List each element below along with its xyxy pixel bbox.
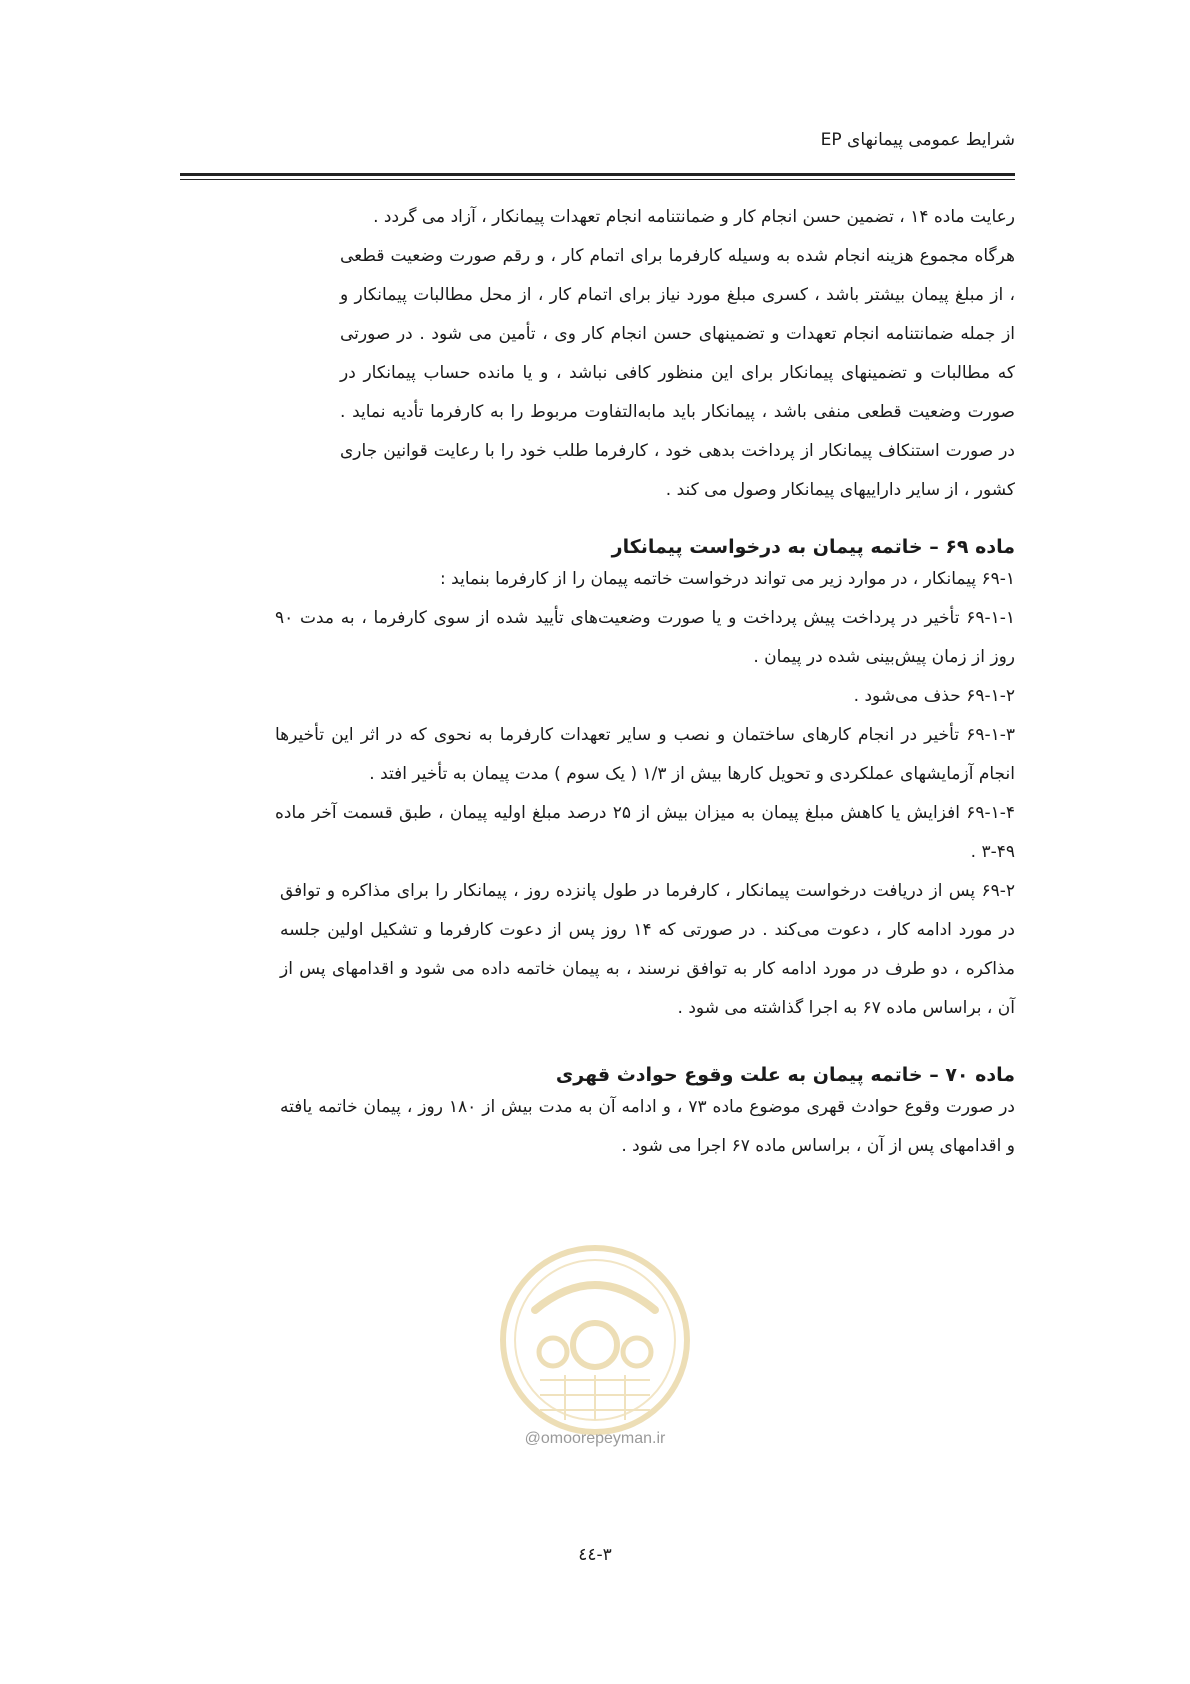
article-70-heading: ماده ۷۰ – خاتمه پیمان به علت وقوع حوادث قهری	[555, 1064, 1015, 1086]
header-rule-thick	[180, 173, 1015, 176]
article-69-item-1-2: ۶۹-۱-۲ حذف می‌شود .	[853, 686, 1015, 706]
article-70-text: در صورت وقوع حوادث قهری موضوع ماده ۷۳ ، و ادامه آن به مدت بیش از ۱۸۰ روز ، پیمان خاتمه یافته و اقدامهای پس از آن ، براساس ماده ۶۷ اجرا می شود .	[280, 1097, 1015, 1156]
intro-paragraph-1: رعایت ماده ۱۴ ، تضمین حسن انجام کار و ضمانتنامه انجام تعهدات پیمانکار ، آزاد می گردد .	[373, 207, 1015, 227]
page-header-title: شرایط عمومی پیمانهای EP	[820, 130, 1015, 150]
document-body	[180, 198, 1015, 1166]
article-69-item-1: ۶۹-۱ پیمانکار ، در موارد زیر می تواند درخواست خاتمه پیمان را از کارفرما بنماید :	[440, 569, 1015, 589]
page-number: ۳-٤٤	[578, 1545, 612, 1565]
article-69-item-2: ۶۹-۲ پس از دریافت درخواست پیمانکار ، کارفرما در طول پانزده روز ، پیمانکار را برای مذاکره و توافق در مورد ادامه کار ، دعوت می‌کند . در صورتی که ۱۴ روز پس از دعوت کارفرما و تشکیل اولین جلسه مذاکره ، دو طرف در مورد ادامه کار به توافق نرسند ، به پیمان خاتمه داده می شود و اقدامهای پس از آن ، براساس ماده ۶۷ به اجرا گذاشته می شود .	[280, 881, 1015, 1018]
intro-paragraph-2: هرگاه مجموع هزینه انجام شده به وسیله کارفرما برای اتمام کار ، و رقم صورت وضعیت قطعی ، از مبلغ پیمان بیشتر باشد ، کسری مبلغ مورد نیاز برای اتمام کار ، از محل مطالبات پیمانکار و از جمله ضمانتنامه انجام تعهدات و تضمینهای حسن انجام کار وی ، تأمین می شود . در صورتی که مطالبات و تضمینهای پیمانکار برای این منظور کافی نباشد ، و یا مانده حساب پیمانکار در صورت وضعیت قطعی منفی باشد ، پیمانکار باید مابه‌التفاوت مربوط را به کارفرما تأدیه نماید . در صورت استنکاف پیمانکار از پرداخت بدهی خود ، کارفرما طلب خود را با رعایت قوانین جاری کشور ، از سایر داراییهای پیمانکار وصول می کند .	[340, 246, 1015, 500]
intro-block	[340, 198, 1015, 510]
header-rule-thin	[180, 179, 1015, 180]
article-69-item-1-3: ۶۹-۱-۳ تأخیر در انجام کارهای ساختمان و نصب و سایر تعهدات کارفرما به نحوی که در اثر این تأخیرها انجام آزمایشهای عملکردی و تحویل کارها بیش از ۱/۳ ( یک سوم ) مدت پیمان به تأخیر افتد .	[275, 725, 1015, 784]
watermark-url: @omoorepeyman.ir	[524, 1430, 666, 1447]
article-69-heading: ماده ۶۹ – خاتمه پیمان به درخواست پیمانکار	[611, 536, 1015, 558]
article-69-item-1-4: ۶۹-۱-۴ افزایش یا کاهش مبلغ پیمان به میزان بیش از ۲۵ درصد مبلغ اولیه پیمان ، طبق قسمت آخر ماده ۴۹-۳ .	[275, 803, 1016, 862]
seal-logo-icon	[495, 1240, 695, 1440]
article-69-item-1-1: ۶۹-۱-۱ تأخیر در پرداخت پیش پرداخت و یا صورت وضعیت‌های تأیید شده از سوی کارفرما ، به مدت ۹۰ روز از زمان پیش‌بینی شده در پیمان .	[275, 608, 1015, 667]
